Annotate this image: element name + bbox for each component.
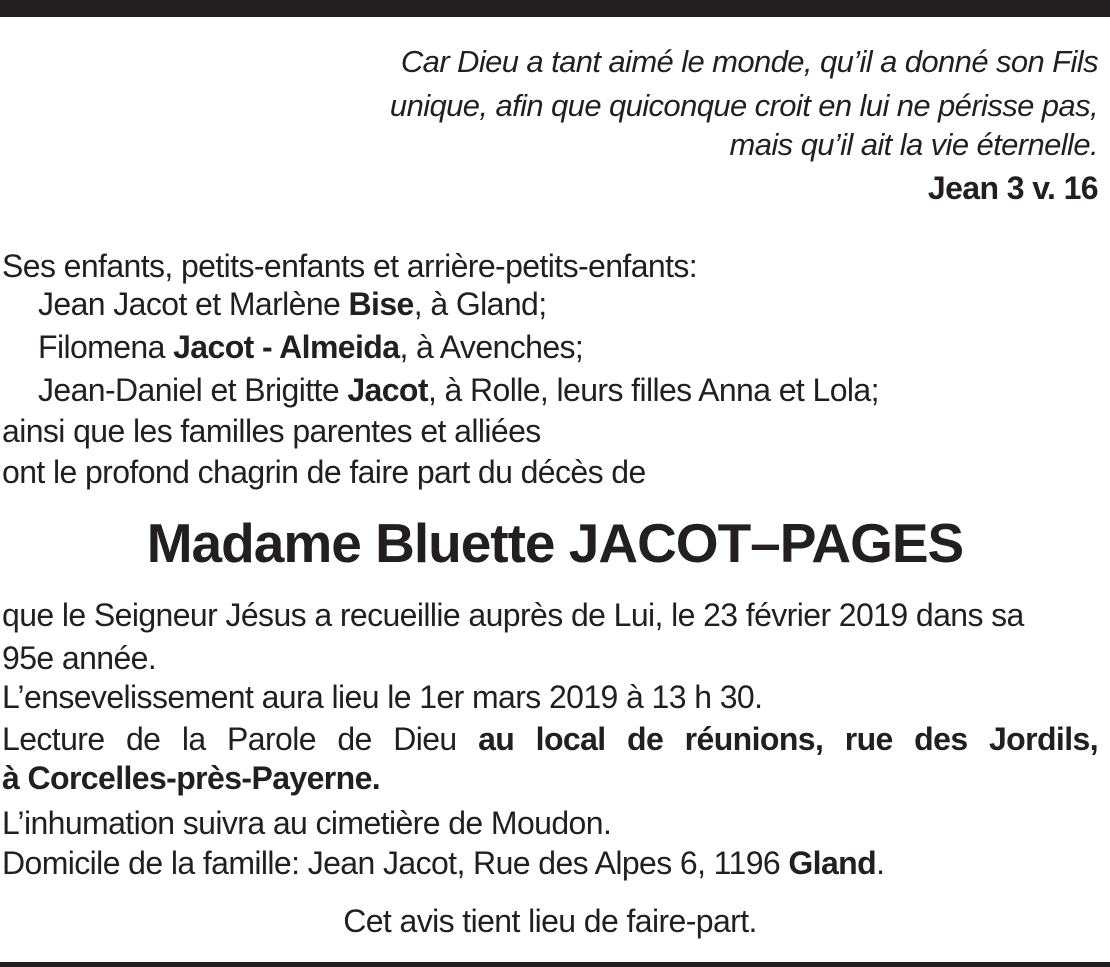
death-line-1: que le Seigneur Jésus a recueillie auprès de Lui, le 23 février 2019 dans sa (2, 597, 1024, 633)
member-names: Jean-Daniel et Brigitte (38, 372, 348, 408)
deceased-name: Madame Bluette JACOT–PAGES (146, 512, 964, 574)
member-names: Jean Jacot et Marlène (38, 286, 349, 322)
reading-prefix: Lecture de la Parole de Dieu (2, 721, 479, 757)
member-surname: Jacot (347, 372, 428, 408)
interment-line: L’inhumation suivra au cimetière de Moudon. (2, 805, 612, 841)
verse-reference: Jean 3 v. 16 (927, 170, 1098, 206)
death-line-2: 95e année. (2, 640, 157, 676)
domicile-address: Domicile de la famille: Jean Jacot, Rue des Alpes 6, 1196 (2, 845, 789, 881)
family-member (38, 284, 547, 324)
verse-line-2: unique, afin que quiconque croit en lui ne périsse pas, (389, 88, 1098, 123)
burial-line: L’ensevelissement aura lieu le 1er mars 2019 à 13 h 30. (2, 679, 763, 715)
member-location: , à Rolle, leurs filles Anna et Lola; (427, 372, 879, 408)
verse-line-3: mais qu’il ait la vie éternelle. (729, 127, 1098, 162)
member-location: , à Avenches; (399, 329, 584, 365)
family-member (38, 370, 879, 410)
member-surname: Bise (348, 286, 414, 322)
domicile-line (2, 843, 884, 883)
verse-line-1: Car Dieu a tant aimé le monde, qu’il a donné son Fils (400, 44, 1098, 79)
member-location: , à Gland; (413, 286, 547, 322)
family-relatives: ainsi que les familles parentes et alliées (2, 413, 541, 449)
domicile-suffix: . (876, 845, 885, 881)
family-member (38, 327, 583, 367)
reading-line-1 (2, 719, 1098, 759)
member-surname: Jacot - Almeida (173, 329, 400, 365)
member-names: Filomena (38, 329, 174, 365)
domicile-city: Gland (788, 845, 877, 881)
footer-note: Cet avis tient lieu de faire-part. (343, 903, 757, 939)
family-intro: Ses enfants, petits-enfants et arrière-petits-enfants: (2, 248, 698, 284)
reading-line-2: à Corcelles-près-Payerne. (2, 760, 381, 796)
bottom-border (0, 962, 1110, 967)
family-announcement: ont le profond chagrin de faire part du décès de (2, 454, 646, 490)
reading-location: au local de réunions, rue des Jordils, (478, 721, 1098, 757)
